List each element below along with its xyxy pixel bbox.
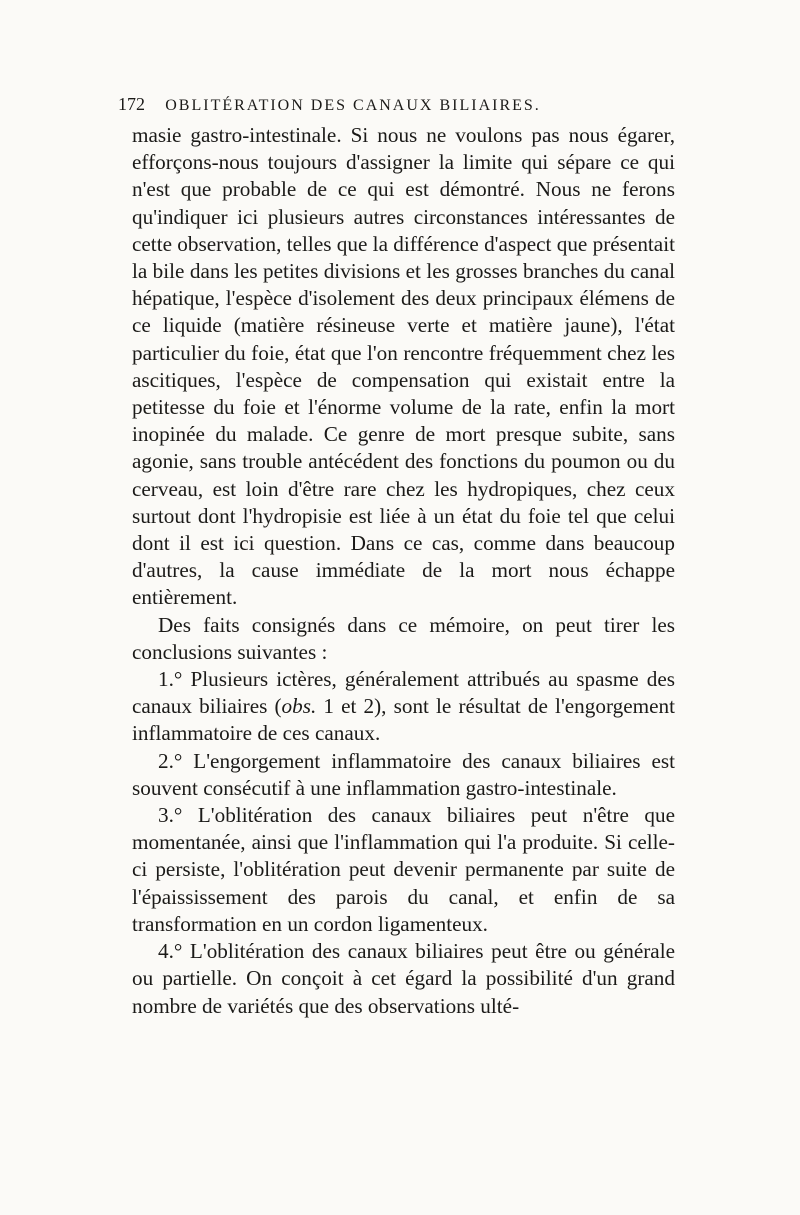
conclusion-3: 3.° L'oblitération des canaux biliaires peut n'être que momentanée, ainsi que l'inflammation qui l'a produite. Si celle-ci persiste, l'oblitération peut devenir permanente par suite de l'épaississement des parois du canal, et enfin de sa transformation en un cordon ligamenteux. xyxy=(132,803,675,936)
conclusion-1-text-a: 1.° Plusieurs ictères, généralement attribués au spasme des canaux biliaires ( xyxy=(132,667,675,719)
paragraph-continuation: masie gastro-intestinale. Si nous ne voulons pas nous égarer, efforçons-nous toujours d'assigner la limite qui sépare ce qui n'est que probable de ce qui est démontré. Nous ne ferons qu'indiquer ici plusieurs autres circonstances intéressantes de cette observation, telles que la différence d'aspect que présentait la bile dans les petites divisions et les grosses branches du canal hépatique, l'espèce d'isolement des deux principaux élémens de ce liquide (matière résineuse verte et matière jaune), l'état particulier du foie, état que l'on rencontre fréquemment chez les ascitiques, l'espèce de compensation qui existait entre la petitesse du foie et l'énorme volume de la rate, enfin la mort inopinée du malade. Ce genre de mort presque subite, sans agonie, sans trouble antécédent des fonctions du poumon ou du cerveau, est loin d'être rare chez les hydropiques, chez ceux surtout dont l'hydropisie est liée à un état du foie tel que celui dont il est ici question. Dans ce cas, comme dans beaucoup d'autres, la cause immédiate de la mort nous échappe entièrement. xyxy=(132,123,675,610)
running-header xyxy=(118,94,678,115)
page-number: 172 xyxy=(118,94,145,114)
conclusion-1-italic: obs. xyxy=(281,694,317,719)
conclusion-1-text-b: 1 et 2), sont le résultat de l'engorgement inflammatoire de ces canaux. xyxy=(132,694,675,746)
conclusion-4: 4.° L'oblitération des canaux biliaires peut être ou générale ou partielle. On conçoit à cet égard la possibilité d'un grand nombre de variétés que des observations ulté- xyxy=(132,939,675,1018)
body-text xyxy=(132,122,675,1020)
conclusion-2: 2.° L'engorgement inflammatoire des canaux biliaires est souvent consécutif à une inflammation gastro-intestinale. xyxy=(132,748,675,800)
paragraph-conclusions-intro: Des faits consignés dans ce mémoire, on peut tirer les conclusions suivantes : xyxy=(132,612,675,664)
conclusion-1 xyxy=(132,666,675,748)
running-title: OBLITÉRATION DES CANAUX BILIAIRES. xyxy=(165,97,541,114)
